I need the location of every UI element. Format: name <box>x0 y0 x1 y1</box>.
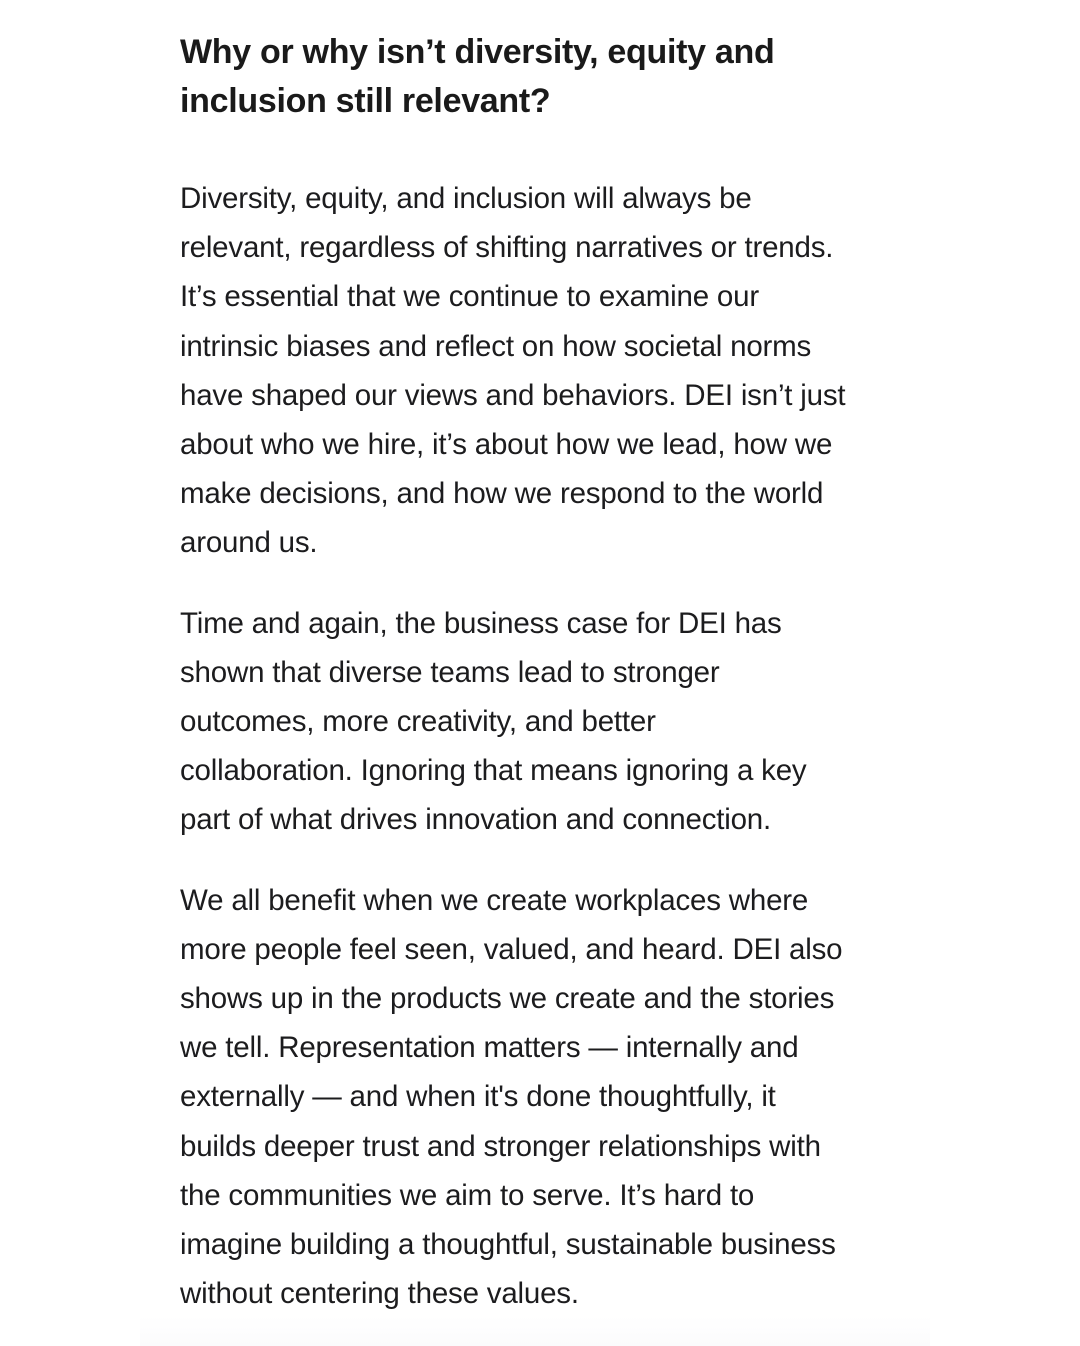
paragraph-line: more people feel seen, valued, and heard. DEI also <box>180 932 843 966</box>
paragraph-line: we tell. Representation matters — internally and <box>180 1031 799 1065</box>
paragraph-1 <box>180 174 900 568</box>
heading-line: inclusion still relevant? <box>180 82 551 120</box>
paragraph-line: relevant, regardless of shifting narratives or trends. <box>180 231 834 265</box>
heading-line: Why or why isn’t diversity, equity and <box>180 33 775 71</box>
paragraph-line: shown that diverse teams lead to stronger <box>180 655 720 689</box>
article <box>180 28 900 1318</box>
paragraph-line: Diversity, equity, and inclusion will always be <box>180 182 752 215</box>
paragraph-line: have shaped our views and behaviors. DEI isn’t just <box>180 378 846 412</box>
paragraph-line: around us. <box>180 526 318 560</box>
paragraph-3 <box>180 876 900 1319</box>
paragraph-line: intrinsic biases and reflect on how societal norms <box>180 329 812 363</box>
paragraph-line: Time and again, the business case for DEI has <box>180 606 782 640</box>
paragraph-line: make decisions, and how we respond to the world <box>180 477 824 511</box>
bottom-edge-shade <box>140 1316 930 1346</box>
paragraph-line: We all benefit when we create workplaces where <box>180 883 809 917</box>
paragraph-2 <box>180 599 900 845</box>
paragraph-line: imagine building a thoughtful, sustainable business <box>180 1228 836 1262</box>
paragraph-line: shows up in the products we create and the stories <box>180 982 835 1016</box>
paragraph-line: It’s essential that we continue to examine our <box>180 280 759 314</box>
paragraph-line: without centering these values. <box>180 1277 579 1311</box>
article-heading <box>180 28 840 126</box>
paragraph-line: collaboration. Ignoring that means ignoring a key <box>180 754 807 788</box>
paragraph-line: externally — and when it's done thoughtfully, it <box>180 1080 776 1114</box>
paragraph-line: part of what drives innovation and connection. <box>180 803 772 837</box>
paragraph-line: the communities we aim to serve. It’s hard to <box>180 1178 755 1212</box>
paragraph-line: builds deeper trust and stronger relationships with <box>180 1129 821 1163</box>
paragraph-line: outcomes, more creativity, and better <box>180 705 656 739</box>
paragraph-line: about who we hire, it’s about how we lead, how we <box>180 428 833 462</box>
